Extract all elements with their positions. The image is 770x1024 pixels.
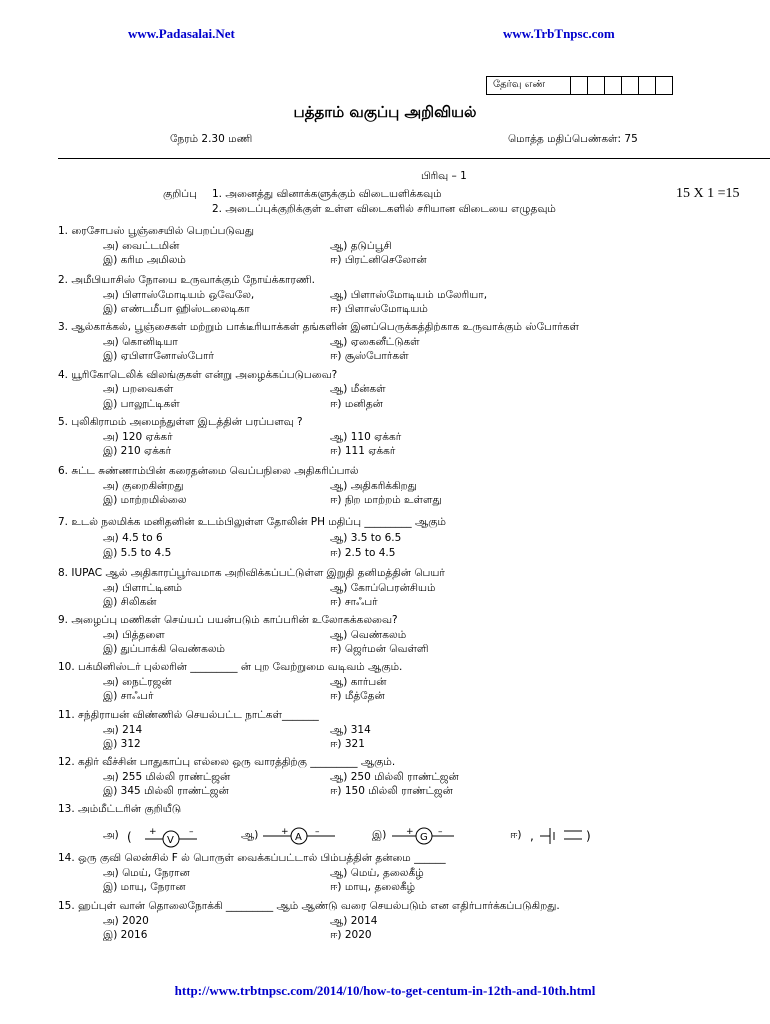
option-b: ஆ) 3.5 to 6.5 [330,532,402,544]
register-digit-box [622,77,639,94]
question-text: 14. ஒரு குவி லென்சில் F ல் பொருள் வைக்கப்பட்டால் பிம்பத்தின் தன்மை ______ [58,852,446,864]
question-text: 2. அமீபியாசிஸ் நோயை உருவாக்கும் நோய்க்காரணி. [58,274,315,286]
option-d: ஈ) 2020 [330,929,372,941]
register-digit-box [571,77,588,94]
register-digit-box [656,77,672,94]
note-item: 2. அடைப்புக்குறிக்குள் உள்ள விடைகளில் சரியான விடையை எழுதவும் [212,203,556,215]
register-number-box [486,76,673,95]
option-a: அ) கொனிடியா [103,336,178,348]
question-text: 13. அம்மீட்டரின் குறியீடு [58,803,182,815]
section-heading: பிரிவு – 1 [421,170,467,182]
option-c: இ) பாலூட்டிகள் [103,398,180,410]
question-text: 4. யூரிகோடெலிக் விலங்குகள் என்று அழைக்கப்படுபவை? [58,369,338,381]
question-text: 10. பக்மினிஸ்டர் புல்லரின் _________ ன் புற வேற்றுமை வடிவம் ஆகும். [58,661,403,673]
question-text: 3. ஆல்காக்கல், பூஞ்சைகள் மற்றும் பாக்டீரியாக்கள் தங்களின் இனப்பெருக்கத்திற்காக உருவாக்கும் ஸ்போர்கள் [58,321,579,333]
voltmeter-symbol-icon [127,826,227,848]
option-d: ஈ) பிரட்னிசெலோன் [330,254,427,266]
option-b: ஆ) 250 மில்லி ராண்ட்ஜன் [330,771,459,783]
question-text: 8. IUPAC ஆல் அதிகாரப்பூர்வமாக அறிவிக்கப்பட்டுள்ள இறுதி தனிமத்தின் பெயர் [58,567,445,579]
option-d: ஈ) 2.5 to 4.5 [330,547,396,559]
option-c: இ) 210 ஏக்கர் [103,445,172,457]
question-text: 6. சுட்ட சுண்ணாம்பின் கரைதன்மை வெப்பநிலை அதிகரிப்பால் [58,465,359,477]
option-d: ஈ) மாயு, தலைகீழ் [330,881,416,893]
option-c: இ) மாயு, நேரான [103,881,186,893]
register-digit-box [605,77,622,94]
option-c: இ) [372,829,387,841]
marks-formula: 15 X 1 =15 [676,186,740,201]
question-text: 1. ரைசோபஸ் பூஞ்சையில் பெறப்படுவது [58,225,254,237]
svg-text:+: + [406,827,414,837]
option-c: இ) எண்டமீபா ஹிஸ்டலைடிகா [103,303,250,315]
option-a: அ) பறவைகள் [103,383,174,395]
option-d: ஈ) சூஸ்போர்கள் [330,350,409,362]
battery-symbol-icon [530,826,600,848]
option-c: இ) சாஃபர் [103,690,154,702]
svg-text:+: + [149,827,157,837]
total-marks: மொத்த மதிப்பெண்கள்: 75 [508,133,638,145]
option-d: ஈ) [510,829,522,841]
option-b: ஆ) கோப்பெரன்சியம் [330,582,436,594]
option-b: ஆ) ஏகைனீட்டுகள் [330,336,420,348]
option-a: அ) நைட்ரஜன் [103,676,172,688]
option-c: இ) ஏபிளானோஸ்போர் [103,350,214,362]
voltmeter-label: V [167,835,174,846]
question-text: 15. ஹப்புள் வான் தொலைநோக்கி _________ ஆம் ஆண்டு வரை செயல்படும் என எதிர்பார்க்கப்படுகிறது. [58,900,560,912]
page-title: பத்தாம் வகுப்பு அறிவியல் [293,103,477,121]
option-b: ஆ) மீன்கள் [330,383,386,395]
option-c: இ) சிலிகன் [103,596,157,608]
option-d: ஈ) 321 [330,738,365,750]
question-text: 12. கதிர் வீச்சின் பாதுகாப்பு எல்லை ஒரு வாரத்திற்கு _________ ஆகும். [58,756,396,768]
option-d: ஈ) சாஃபர் [330,596,378,608]
question-text: 5. புலிகிராமம் அமைந்துள்ள இடத்தின் பரப்பளவு ? [58,416,303,428]
option-d: ஈ) ஜெர்மன் வெள்ளி [330,643,429,655]
option-b: ஆ) பிளாஸ்மோடியம் மலேரியா, [330,289,488,301]
option-a: அ) 214 [103,724,143,736]
option-b: ஆ) அதிகரிக்கிறது [330,480,417,492]
option-c: இ) 345 மில்லி ராண்ட்ஜன் [103,785,229,797]
question-text: 7. உடல் நலமிக்க மனிதனின் உடம்பிலுள்ள தோலின் PH மதிப்பு _________ ஆகும் [58,516,446,528]
option-a: அ) பிளாட்டினம் [103,582,182,594]
option-c: இ) 312 [103,738,141,750]
question-text: 9. அழைப்பு மணிகள் செய்யப் பயன்படும் காப்பரின் உலோகக்கலவை? [58,614,398,626]
option-b: ஆ) மெய், தலைகீழ் [330,867,424,879]
ammeter-label: A [295,832,302,843]
site-link-right[interactable]: www.TrbTnpsc.com [503,26,615,41]
option-d: ஈ) பிளாஸ்மோடியம் [330,303,428,315]
option-a: அ) 4.5 to 6 [103,532,163,544]
svg-text:–: – [189,827,194,837]
option-c: இ) மாற்றமில்லை [103,494,187,506]
svg-text:+: + [281,827,289,837]
ammeter-symbol-icon [263,826,343,848]
option-d: ஈ) நிற மாற்றம் உள்ளது [330,494,442,506]
option-a: அ) 2020 [103,915,149,927]
option-c: இ) 5.5 to 4.5 [103,547,172,559]
register-digit-box [639,77,656,94]
svg-text:,: , [530,829,534,843]
site-link-left[interactable]: www.Padasalai.Net [128,26,235,41]
option-b: ஆ) தடுப்பூசி [330,240,392,252]
option-b: ஆ) கார்பன் [330,676,387,688]
option-a: அ) 120 ஏக்கர் [103,431,173,443]
option-c: இ) கரிம அமிலம் [103,254,186,266]
note-item: 1. அனைத்து வினாக்களுக்கும் விடையளிக்கவும் [212,188,442,200]
option-a: அ) மெய், நேரான [103,867,190,879]
register-label: தேர்வு எண் [487,77,571,94]
svg-text:): ) [586,829,591,843]
option-b: ஆ) 314 [330,724,371,736]
option-a: அ) வைட்டமின் [103,240,180,252]
svg-text:(: ( [127,830,132,844]
option-c: இ) 2016 [103,929,148,941]
option-c: இ) துப்பாக்கி வெண்கலம் [103,643,225,655]
option-b: ஆ) 2014 [330,915,378,927]
option-b: ஆ) 110 ஏக்கர் [330,431,402,443]
option-a: அ) 255 மில்லி ராண்ட்ஜன் [103,771,231,783]
exam-time: நேரம் 2.30 மணி [170,133,253,145]
divider [58,158,770,159]
option-d: ஈ) மீத்தேன் [330,690,385,702]
option-b: ஆ) [241,829,259,841]
galvanometer-label: G [420,832,428,843]
galvanometer-symbol-icon [392,826,462,848]
option-a: அ) பித்தளை [103,629,165,641]
note-label: குறிப்பு [163,188,197,200]
option-d: ஈ) 150 மில்லி ராண்ட்ஜன் [330,785,453,797]
option-b: ஆ) வெண்கலம் [330,629,407,641]
option-a: அ) பிளாஸ்மோடியம் ஒவேலே, [103,289,255,301]
svg-text:–: – [315,827,320,837]
svg-text:–: – [438,827,443,837]
option-d: ஈ) 111 ஏக்கர் [330,445,396,457]
question-text: 11. சந்திராயன் விண்ணில் செயல்பட்ட நாட்கள்_______ [58,709,319,721]
option-d: ஈ) மனிதன் [330,398,383,410]
register-digit-box [588,77,605,94]
option-a: அ) குறைகின்றது [103,480,184,492]
footer-link[interactable]: http://www.trbtnpsc.com/2014/10/how-to-get-centum-in-12th-and-10th.html [174,983,596,998]
option-a: அ) [103,829,119,841]
